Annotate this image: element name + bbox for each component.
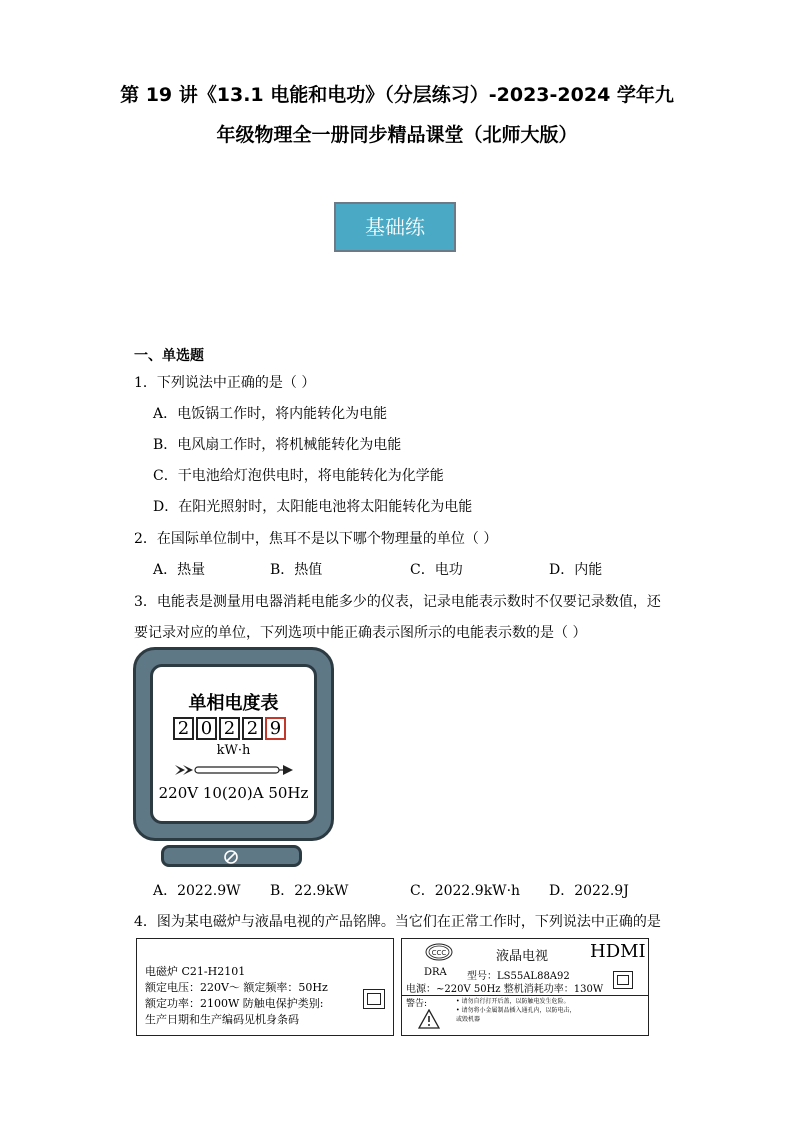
question-1-option-b: B．电风扇工作时，将机械能转化为电能 — [153, 437, 402, 453]
meter-decimal-digit: 9 — [265, 717, 286, 740]
plate2-warning-3: 或毁机器 — [456, 1016, 481, 1023]
plate2-power: 电源：~220V 50Hz 整机消耗功率：130W — [406, 984, 604, 995]
ccc-mark-icon — [424, 943, 454, 961]
meter-digit: 2 — [242, 717, 263, 740]
plate2-hdmi: HDMI — [590, 941, 646, 962]
question-3-option-b: B．22.9kW — [270, 883, 349, 899]
plate2-model: 型号：LS55AL88A92 — [467, 971, 570, 982]
lcd-tv-nameplate — [401, 938, 649, 1036]
question-2-option-b: B．热值 — [270, 562, 323, 578]
plate2-warning-2: • 请勿将小金属制品插入通孔内，以防电击， — [456, 1007, 576, 1014]
induction-cooker-nameplate — [136, 938, 394, 1036]
question-1-option-d: D．在阳光照射时，太阳能电池将太阳能转化为电能 — [153, 499, 473, 515]
meter-digit: 0 — [196, 717, 217, 740]
ccc-mark-text: CCC — [431, 949, 447, 957]
question-2-stem: 2．在国际单位制中，焦耳不是以下哪个物理量的单位（ ） — [134, 531, 498, 547]
plate2-product-name: 液晶电视 — [496, 949, 549, 964]
class-ii-symbol-icon — [363, 989, 385, 1009]
question-2-option-a: A．热量 — [153, 562, 206, 578]
electric-meter-figure — [133, 647, 338, 872]
page-title — [100, 75, 694, 155]
question-2-option-c: C．电功 — [410, 562, 463, 578]
meter-digits — [173, 717, 288, 740]
plate2-dra: DRA — [424, 967, 447, 978]
plate2-warning-label: 警告: — [406, 999, 428, 1009]
question-3-option-a: A．2022.9W — [153, 883, 241, 899]
question-3-stem-line-2: 要记录对应的单位，下列选项中能正确表示图所示的电能表示数的是（ ） — [134, 625, 587, 641]
question-1-option-a: A．电饭锅工作时，将内能转化为电能 — [153, 406, 388, 422]
question-3-option-d: D．2022.9J — [549, 883, 629, 899]
meter-digit: 2 — [173, 717, 194, 740]
question-3-stem-line-1: 3．电能表是测量用电器消耗电能多少的仪表，记录电能表示数时不仅要记录数值，还 — [134, 594, 661, 610]
meter-unit: kW·h — [216, 743, 251, 758]
class-ii-symbol-icon — [613, 971, 633, 989]
question-3-option-c: C．2022.9kW·h — [410, 883, 521, 899]
question-1-stem: 1．下列说法中正确的是（ ） — [134, 375, 316, 391]
meter-face — [150, 664, 317, 824]
meter-spec: 220V 10(20)A 50Hz — [158, 784, 309, 802]
plate1-line-4: 生产日期和生产编码见机身条码 — [145, 1013, 299, 1026]
section-heading: 一、单选题 — [134, 348, 204, 364]
title-line-1: 第 19 讲《13.1 电能和电功》（分层练习）-2023-2024 学年九 — [120, 84, 674, 106]
plate1-line-1: 电磁炉 C21-H2101 — [145, 965, 246, 978]
warning-triangle-icon — [418, 1009, 440, 1029]
question-2-option-d: D．内能 — [549, 562, 603, 578]
meter-base-bar — [161, 845, 302, 867]
meter-digit: 2 — [219, 717, 240, 740]
plate2-divider — [402, 995, 648, 996]
plate1-line-3: 额定功率：2100W 防触电保护类别: — [145, 997, 324, 1010]
level-badge: 基础练 — [334, 202, 456, 252]
question-4-stem: 4．图为某电磁炉与液晶电视的产品铭牌。当它们在正常工作时，下列说法中正确的是 — [134, 914, 661, 930]
meter-title: 单相电度表 — [188, 693, 279, 714]
plate2-warning-1: • 请勿自行打开后盖，以防触电发生危险。 — [456, 998, 570, 1005]
question-1-option-c: C．干电池给灯泡供电时，将电能转化为化学能 — [153, 468, 444, 484]
plate1-line-2: 额定电压：220V～ 额定频率：50Hz — [145, 981, 328, 994]
meter-disc-arrow-icon — [175, 763, 295, 777]
no-symbol-icon — [223, 849, 239, 865]
title-line-2: 年级物理全一册同步精品课堂（北师大版） — [216, 124, 578, 146]
meter-housing — [133, 647, 334, 841]
